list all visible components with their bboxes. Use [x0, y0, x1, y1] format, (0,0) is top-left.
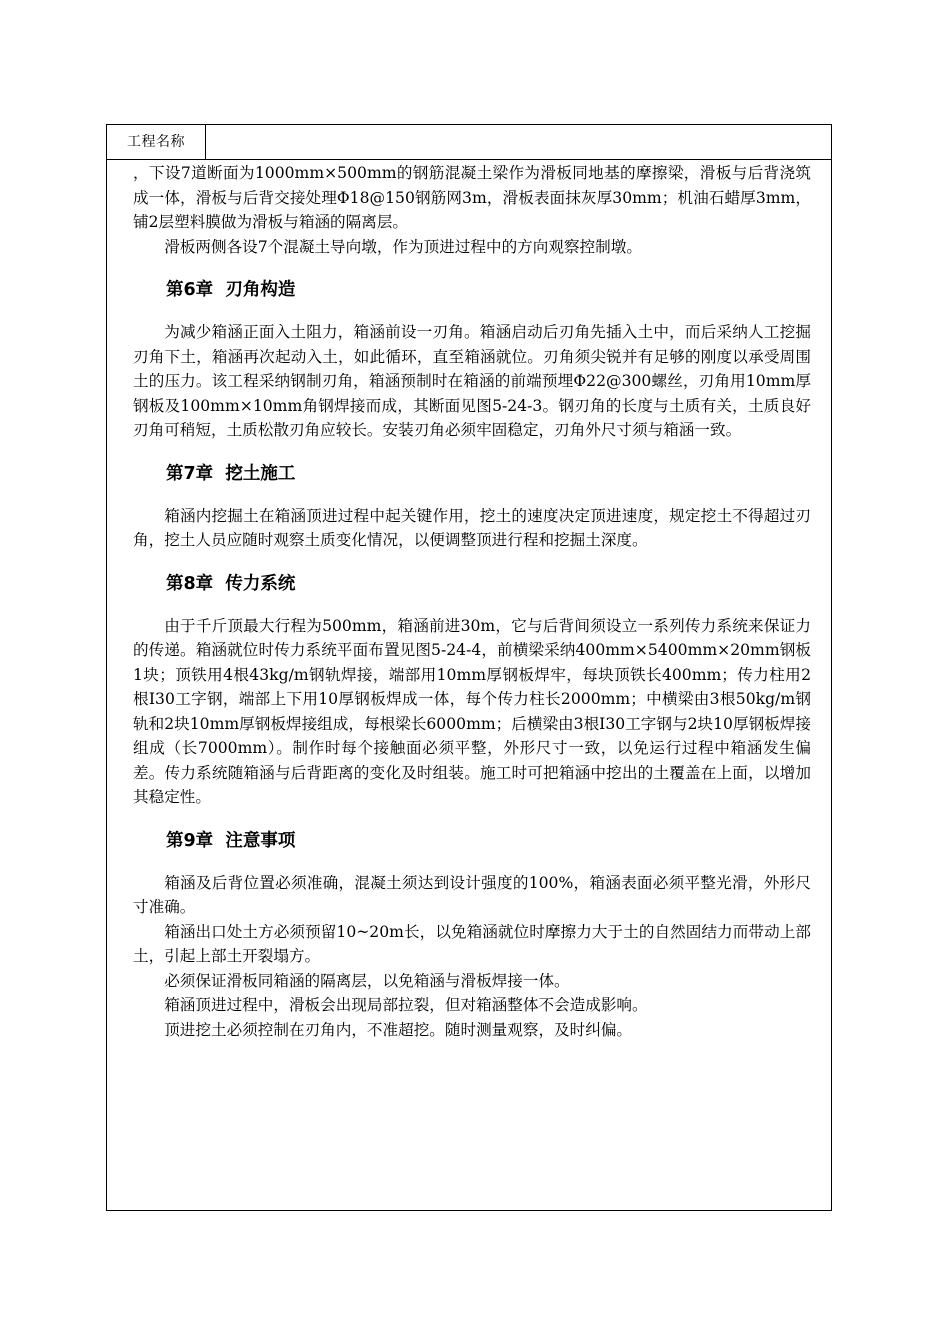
- chapter-heading-6: 第6章 刃角构造: [166, 280, 296, 300]
- paragraph-note-excavation-control: 顶进挖土必须控制在刃角内，不准超挖。随时测量观察，及时纠偏。: [164, 1020, 633, 1039]
- document-frame: [106, 124, 832, 1211]
- project-name-label: 工程名称: [107, 125, 206, 159]
- paragraph-note-slab-crack: 箱涵顶进过程中，滑板会出现局部拉裂，但对箱涵整体不会造成影响。: [164, 996, 648, 1014]
- paragraph-excavation: 箱涵内挖掘土在箱涵顶进过程中起关键作用，挖土的速度决定顶进速度，规定挖土不得超过刃角，挖土人员应随时观察土质变化情况，以便调整顶进行程和挖掘土深度。: [133, 506, 811, 549]
- document-body: [133, 161, 811, 1042]
- chapter-heading-8: 第8章 传力系统: [166, 573, 296, 594]
- paragraph-force-system: 由于千斤顶最大行程为500mm，箱涵前进30m，它与后背间须设立一系列传力系统来保证力的传递。箱涵就位时传力系统平面布置见图5-24-4，前横梁采纳400mm×5400mm×20mm钢板1块；顶铁用4根43kg/m钢轨焊接，端部用10mm厚钢板焊牢，每块顶铁长400mm；传力柱用2根I30工字钢，端部上下用10厚钢板焊成一体，每个传力柱长2000mm；中横梁由3根50kg/m钢轨和2块10mm厚钢板焊接组成，每根梁长6000mm；后横梁由3根I30工字钢与2块10厚钢板焊接组成（长7000mm）。制作时每个接触面必须平整，外形尺寸一致，以免运行过程中箱涵发生偏差。传力系统随箱涵与后背距离的变化及时组装。施工时可把箱涵中挖出的土覆盖在上面，以增加其稳定性。: [133, 616, 811, 806]
- paragraph-slab-continued: ，下设7道断面为1000mm×500mm的钢筋混凝土梁作为滑板同地基的摩擦梁，滑板与后背浇筑成一体，滑板与后背交接处理Φ18@150钢筋网3m，滑板表面抹灰厚30mm；机油石蜡厚3mm，铺2层塑料膜做为滑板与箱涵的隔离层。: [133, 164, 811, 231]
- paragraph-guide-piers: 滑板两侧各设7个混凝土导向墩，作为顶进过程中的方向观察控制墩。: [164, 237, 642, 256]
- paragraph-note-position: 箱涵及后背位置必须准确，混凝土须达到设计强度的100%，箱涵表面必须平整光滑，外形尺寸准确。: [133, 873, 811, 916]
- paragraph-note-exit-soil: 箱涵出口处土方必须预留10~20m长，以免箱涵就位时摩擦力大于土的自然固结力而带动上部土，引起上部土开裂塌方。: [133, 922, 811, 965]
- header-row: [107, 125, 831, 160]
- paragraph-cutting-edge: 为减少箱涵正面入土阻力，箱涵前设一刃角。箱涵启动后刃角先插入土中，而后采纳人工挖掘刃角下土，箱涵再次起动入土，如此循环，直至箱涵就位。刃角须尖锐并有足够的刚度以承受周围土的压力。该工程采纳钢制刃角，箱涵预制时在箱涵的前端预埋Φ22@300螺丝，刃角用10mm厚钢板及100mm×10mm角钢焊接而成，其断面见图5-24-3。钢刃角的长度与土质有关，土质良好刃角可稍短，土质松散刃角应较长。安装刃角必须牢固稳定，刃角外尺寸须与箱涵一致。: [133, 323, 811, 439]
- project-name-value: [206, 125, 831, 159]
- chapter-heading-7: 第7章 挖土施工: [166, 463, 296, 484]
- paragraph-note-isolation: 必须保证滑板同箱涵的隔离层，以免箱涵与滑板焊接一体。: [164, 971, 570, 990]
- chapter-heading-9: 第9章 注意事项: [166, 830, 296, 851]
